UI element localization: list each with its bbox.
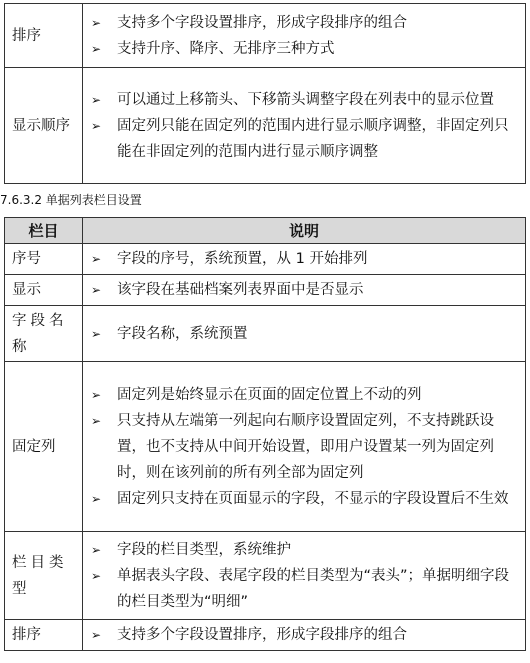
arrow-bullet-icon: ➢ xyxy=(91,252,102,266)
list-item: ➢ 固定列是始终显示在页面的固定位置上不动的列 xyxy=(91,382,519,408)
list-item: ➢ 支持多个字段设置排序，形成字段排序的组合 xyxy=(91,10,519,36)
column-header-field: 栏目 xyxy=(5,218,83,244)
row-description xyxy=(83,306,526,362)
row-description xyxy=(83,362,526,532)
table-row xyxy=(5,532,526,620)
table-row xyxy=(5,68,526,184)
section-caption: 7.6.3.2 单据列表栏目设置 xyxy=(0,193,142,207)
table-column-settings xyxy=(4,3,526,184)
list-item: ➢ 固定列只能在固定列的范围内进行显示顺序调整，非固定列只能在非固定列的范围内进行显示顺序调整 xyxy=(91,113,519,165)
arrow-bullet-icon: ➢ xyxy=(91,326,102,341)
column-header-description: 说明 xyxy=(83,218,526,244)
arrow-bullet-icon: ➢ xyxy=(91,283,102,297)
table-row xyxy=(5,362,526,532)
arrow-bullet-icon: ➢ xyxy=(91,118,102,133)
arrow-bullet-icon: ➢ xyxy=(91,41,102,56)
arrow-bullet-icon: ➢ xyxy=(91,491,102,506)
list-item: ➢ 字段的序号，系统预置，从 1 开始排列 xyxy=(91,246,519,272)
row-label: 显示 xyxy=(5,275,83,306)
list-item: ➢ 支持多个字段设置排序，形成字段排序的组合 xyxy=(91,622,519,648)
arrow-bullet-icon: ➢ xyxy=(91,568,102,583)
table-row xyxy=(5,620,526,651)
table-row xyxy=(5,275,526,306)
row-label: 排序 xyxy=(5,4,83,68)
row-label: 栏目类型 xyxy=(5,532,83,620)
arrow-bullet-icon: ➢ xyxy=(91,542,102,557)
row-description xyxy=(83,620,526,651)
row-description xyxy=(83,532,526,620)
table-document-list-columns xyxy=(4,217,526,651)
row-label: 固定列 xyxy=(5,362,83,532)
row-description xyxy=(83,4,526,68)
table-row xyxy=(5,244,526,275)
list-item: ➢ 字段名称，系统预置 xyxy=(91,321,519,347)
arrow-bullet-icon: ➢ xyxy=(91,628,102,642)
row-label: 序号 xyxy=(5,244,83,275)
list-item: ➢ 字段的栏目类型，系统维护 xyxy=(91,537,519,563)
list-item: ➢ 单据表头字段、表尾字段的栏目类型为“表头”；单据明细字段的栏目类型为“明细” xyxy=(91,563,519,615)
row-description xyxy=(83,68,526,184)
table-row xyxy=(5,4,526,68)
arrow-bullet-icon: ➢ xyxy=(91,15,102,30)
list-item: ➢ 支持升序、降序、无排序三种方式 xyxy=(91,36,519,62)
list-item: ➢ 该字段在基础档案列表界面中是否显示 xyxy=(91,277,519,303)
row-description xyxy=(83,244,526,275)
arrow-bullet-icon: ➢ xyxy=(91,387,102,402)
arrow-bullet-icon: ➢ xyxy=(91,413,102,428)
list-item: ➢ 只支持从左端第一列起向右顺序设置固定列，不支持跳跃设置，也不支持从中间开始设置，即用户设置某一列为固定列时，则在该列前的所有列全部为固定列 xyxy=(91,408,519,486)
row-description xyxy=(83,275,526,306)
arrow-bullet-icon: ➢ xyxy=(91,92,102,107)
table-row xyxy=(5,306,526,362)
row-label: 排序 xyxy=(5,620,83,651)
list-item: ➢ 固定列只支持在页面显示的字段，不显示的字段设置后不生效 xyxy=(91,486,519,512)
list-item: ➢ 可以通过上移箭头、下移箭头调整字段在列表中的显示位置 xyxy=(91,87,519,113)
row-label: 字段名称 xyxy=(5,306,83,362)
row-label: 显示顺序 xyxy=(5,68,83,184)
table-header-row xyxy=(5,218,526,244)
